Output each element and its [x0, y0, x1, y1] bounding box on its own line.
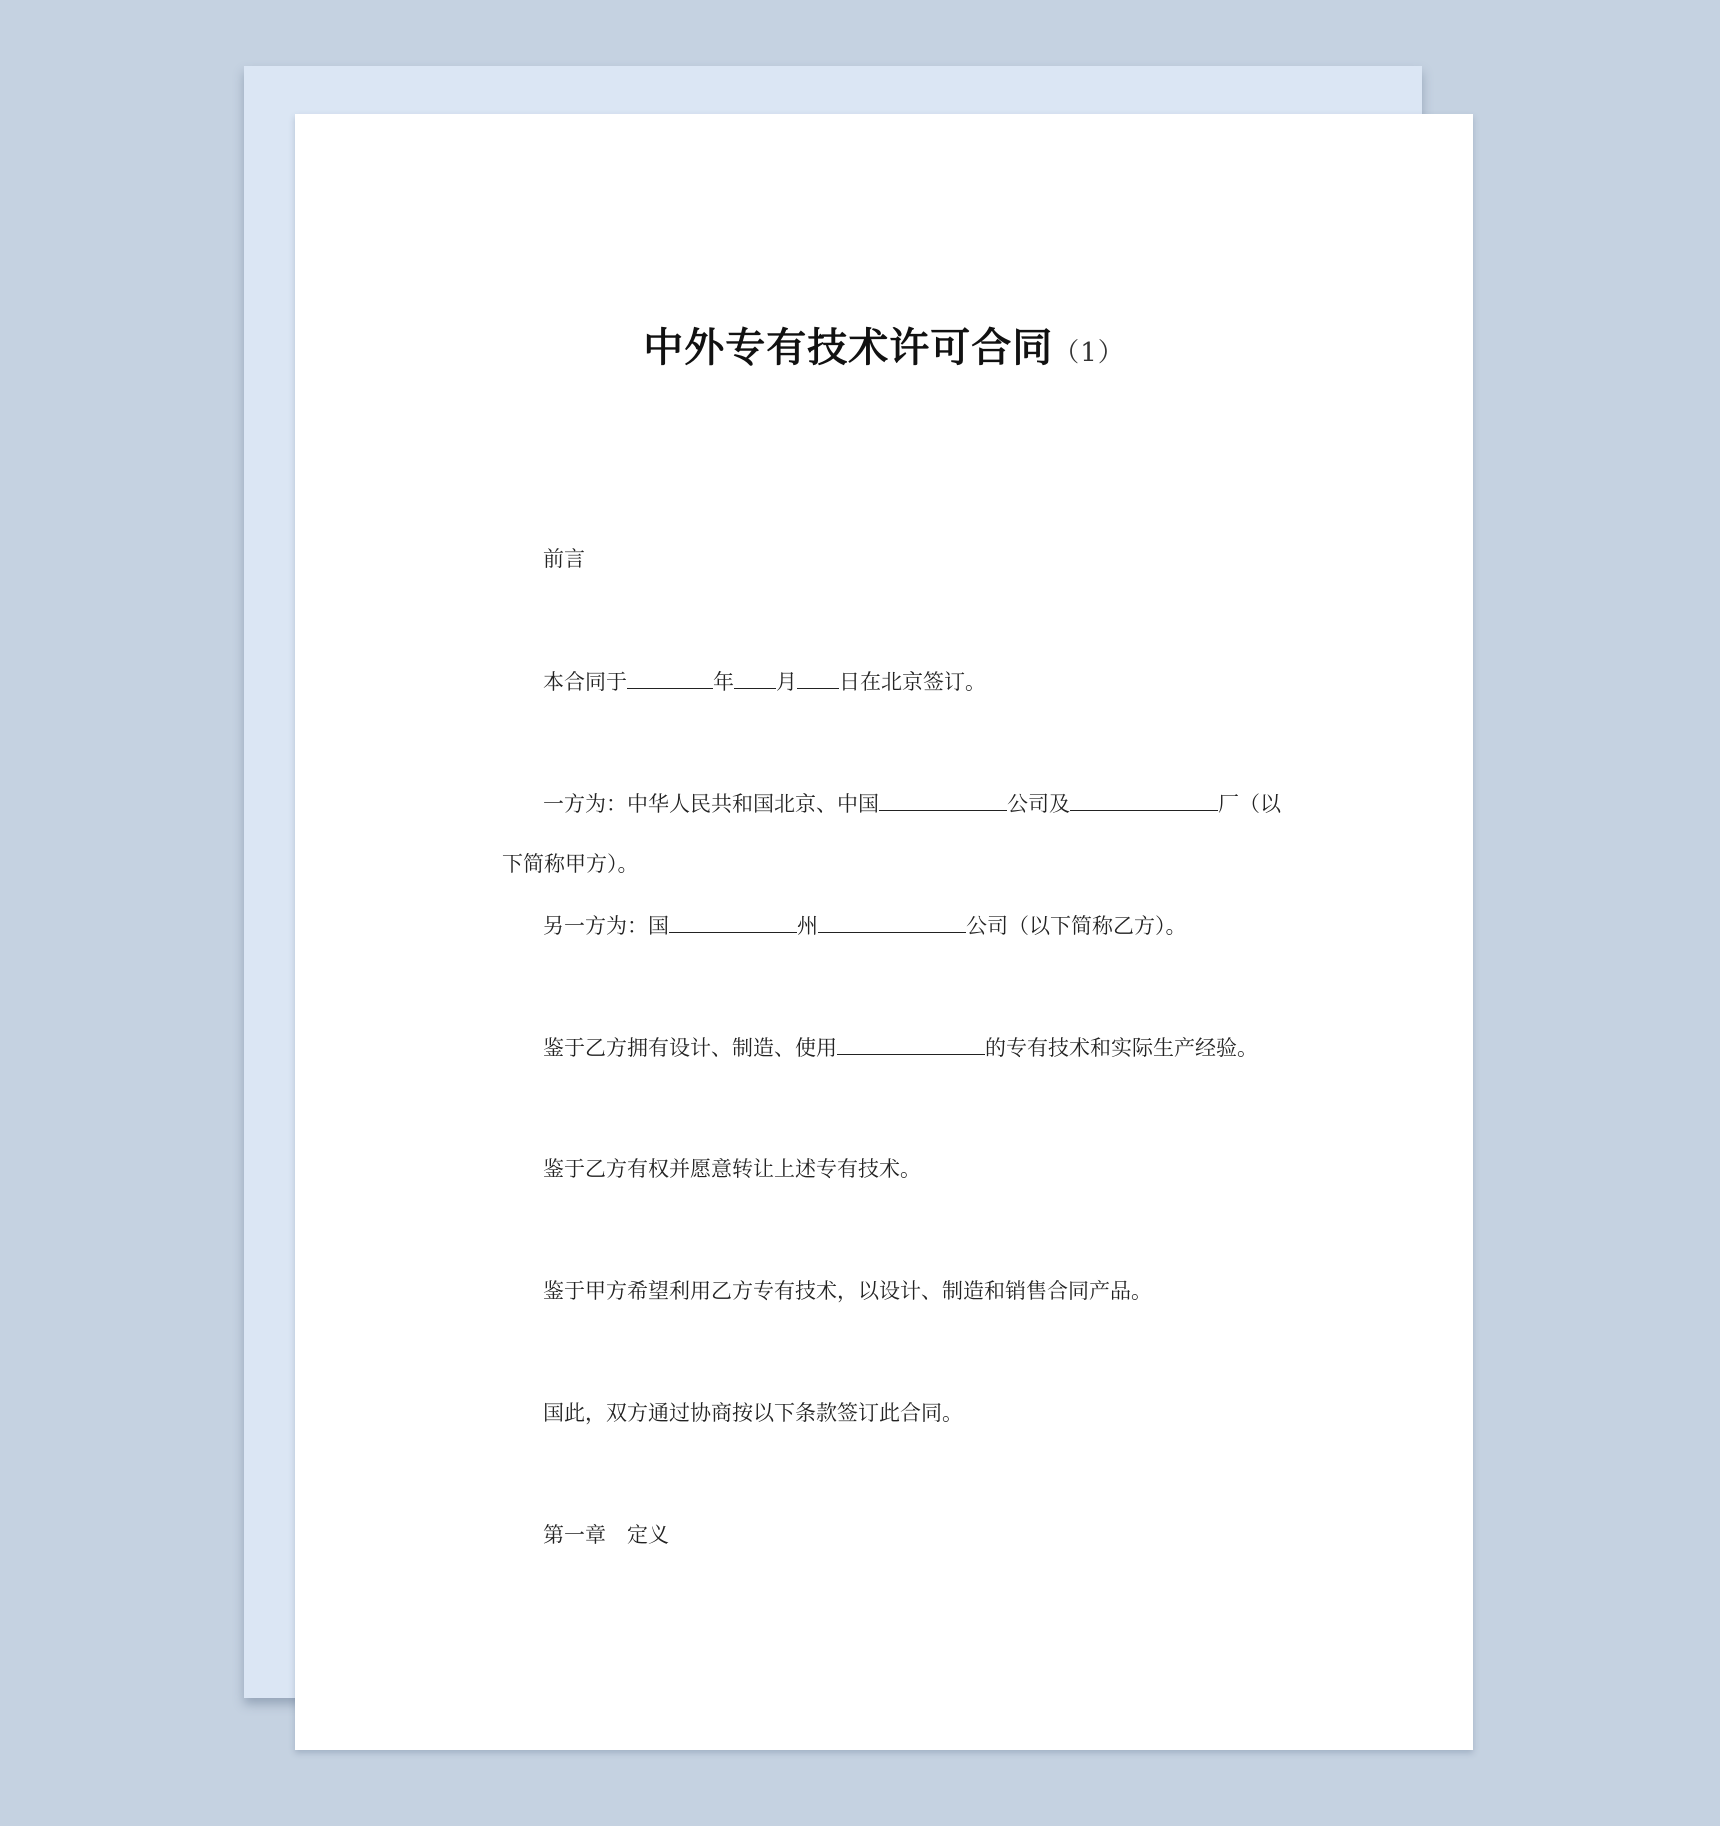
- title-text: 中外专有技术许可合同: [643, 325, 1054, 371]
- product-blank: [837, 1032, 985, 1055]
- chapter-heading: 第一章 定义: [543, 1523, 669, 1547]
- whereas-clause-2: 鉴于乙方有权并愿意转让上述专有技术。: [543, 1157, 921, 1181]
- year-blank: [627, 666, 713, 689]
- month-blank: [734, 666, 776, 689]
- document-page: [295, 114, 1473, 1750]
- signing-date-line: 本合同于 年 月 日在北京签订。: [543, 666, 986, 697]
- title-number: （1）: [1053, 338, 1125, 368]
- company-blank: [879, 788, 1007, 811]
- agreement-clause: 国此，双方通过协商按以下条款签订此合同。: [543, 1401, 963, 1425]
- document-title: [295, 316, 1473, 373]
- party-b-line: 另一方为：国 州 公司（以下简称乙方）。: [543, 910, 1187, 941]
- whereas-clause-1: 鉴于乙方拥有设计、制造、使用 的专有技术和实际生产经验。: [543, 1032, 1258, 1063]
- whereas-clause-3: 鉴于甲方希望利用乙方专有技术，以设计、制造和销售合同产品。: [543, 1279, 1152, 1303]
- state-company-blank: [818, 910, 966, 933]
- party-a-line: 一方为：中华人民共和国北京、中国 公司及 厂（以: [543, 788, 1281, 819]
- day-blank: [797, 666, 839, 689]
- party-a-continuation: 下简称甲方）。: [502, 852, 639, 876]
- factory-blank: [1070, 788, 1218, 811]
- preface-heading: 前言: [543, 547, 585, 571]
- country-blank: [669, 910, 797, 933]
